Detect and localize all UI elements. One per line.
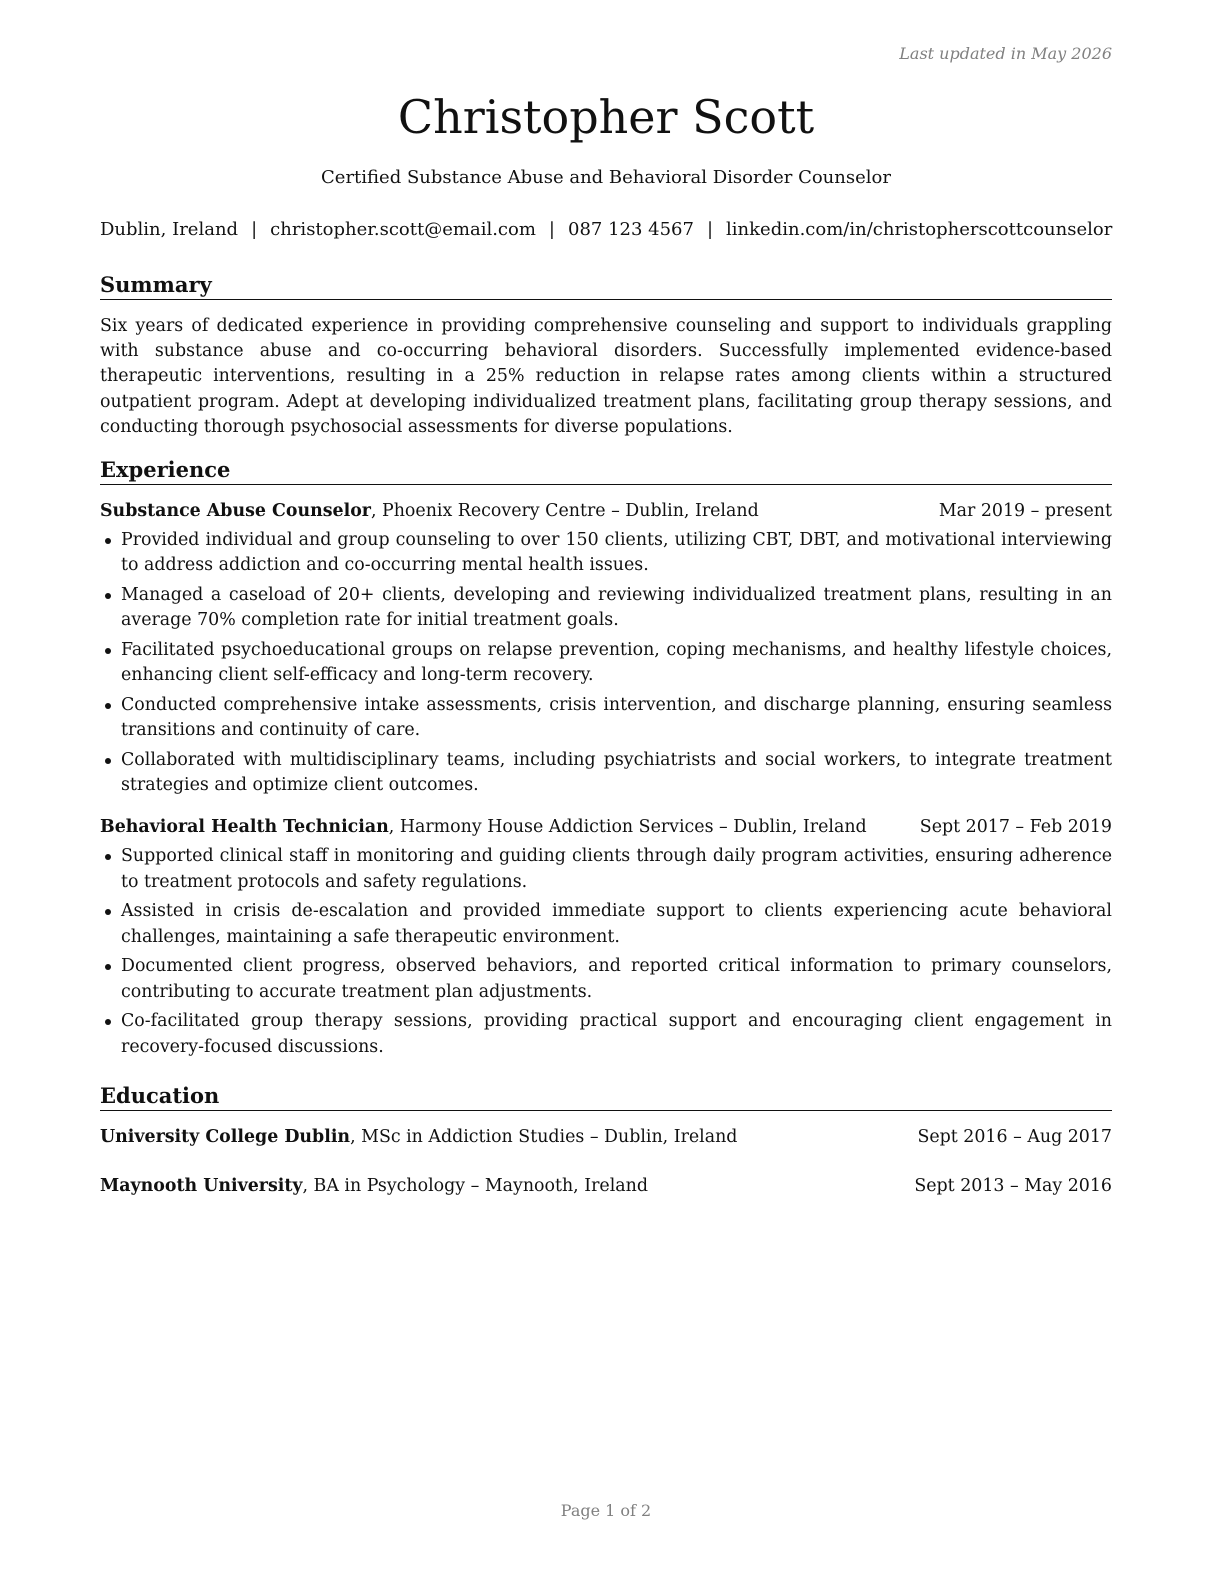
- job-title-line: [100, 815, 867, 840]
- contact-phone[interactable]: 087 123 4567: [568, 219, 694, 240]
- section-title-summary: Summary: [100, 272, 1112, 300]
- education-section: [100, 1083, 1112, 1199]
- job-bullet-list: [100, 844, 1112, 1059]
- section-title-experience: Experience: [100, 457, 1112, 485]
- job-header: [100, 499, 1112, 524]
- contact-linkedin[interactable]: linkedin.com/in/christopherscottcounselor: [726, 219, 1113, 240]
- education-entry: [100, 1174, 1112, 1199]
- job-bullet: Assisted in crisis de-escalation and provided immediate support to clients experiencing acute behavioral challenges, maintaining a safe therapeutic environment.: [100, 899, 1112, 949]
- job-dates: Sept 2017 – Feb 2019: [919, 817, 1112, 838]
- summary-section: [100, 272, 1112, 440]
- job-bullet: Documented client progress, observed behaviors, and reported critical information to primary counselors, contributing to accurate treatment plan adjustments.: [100, 954, 1112, 1004]
- contact-line: [100, 219, 1112, 240]
- job-bullet: Collaborated with multidisciplinary teams, including psychiatrists and social workers, to integrate treatment strategies and optimize client outcomes.: [100, 748, 1112, 798]
- contact-separator: |: [706, 219, 714, 240]
- job-entry: [100, 499, 1112, 798]
- job-bullet: Conducted comprehensive intake assessments, crisis intervention, and discharge planning, ensuring seamless transitions and continuity of care.: [100, 693, 1112, 743]
- candidate-name: Christopher Scott: [397, 90, 815, 144]
- job-bullet: Facilitated psychoeducational groups on relapse prevention, coping mechanisms, and healthy lifestyle choices, enhancing client self-efficacy and long-term recovery.: [100, 638, 1112, 688]
- summary-text: Six years of dedicated experience in providing comprehensive counseling and support to individuals grappling with substance abuse and co-occurring behavioral disorders. Successfully implemented evidence-based therapeutic interventions, resulting in a 25% reduction in relapse rates among clients within a structured outpatient program. Adept at developing individualized treatment plans, facilitating group therapy sessions, and conducting thorough psychosocial assessments for diverse populations.: [100, 316, 1112, 437]
- page-number: Page 1 of 2: [560, 1501, 652, 1520]
- contact-separator: |: [251, 219, 258, 240]
- job-organization: , Harmony House Addiction Services – Dublin, Ireland: [388, 817, 867, 838]
- experience-section: [100, 457, 1112, 1064]
- education-title-line: [100, 1174, 648, 1199]
- education-detail: , MSc in Addiction Studies – Dublin, Ireland: [350, 1127, 738, 1147]
- job-title-line: [100, 499, 759, 524]
- job-header: [100, 815, 1112, 840]
- education-entry: [100, 1125, 1112, 1150]
- education-dates: Sept 2013 – May 2016: [914, 1176, 1112, 1196]
- job-entry: [100, 815, 1112, 1059]
- contact-location: Dublin, Ireland: [100, 219, 239, 240]
- education-school: Maynooth University: [100, 1176, 303, 1196]
- contact-separator: |: [548, 219, 555, 240]
- job-bullet: Co-facilitated group therapy sessions, providing practical support and encouraging client engagement in recovery-focused discussions.: [100, 1009, 1112, 1059]
- job-role: Substance Abuse Counselor: [100, 501, 371, 521]
- job-bullet: Supported clinical staff in monitoring and guiding clients through daily program activities, ensuring adherence to treatment protocols and safety regulations.: [100, 844, 1112, 894]
- contact-email[interactable]: christopher.scott@email.com: [270, 219, 536, 240]
- job-bullet: Managed a caseload of 20+ clients, developing and reviewing individualized treatment plans, resulting in an average 70% completion rate for initial treatment goals.: [100, 583, 1112, 633]
- education-detail: , BA in Psychology – Maynooth, Ireland: [302, 1176, 648, 1196]
- job-bullet-list: [100, 528, 1112, 798]
- job-bullet: Provided individual and group counseling to over 150 clients, utilizing CBT, DBT, and motivational interviewing to address addiction and co-occurring mental health issues.: [100, 528, 1112, 578]
- last-updated-note: Last updated in May 2026: [899, 44, 1112, 63]
- job-organization: , Phoenix Recovery Centre – Dublin, Ireland: [370, 501, 759, 521]
- professional-headline: Certified Substance Abuse and Behavioral Disorder Counselor: [321, 167, 891, 188]
- education-title-line: [100, 1125, 737, 1150]
- education-dates: Sept 2016 – Aug 2017: [917, 1127, 1112, 1147]
- resume-page: [100, 0, 1112, 1584]
- education-school: University College Dublin: [100, 1127, 351, 1147]
- job-dates: Mar 2019 – present: [938, 501, 1112, 521]
- job-role: Behavioral Health Technician: [100, 817, 389, 838]
- section-title-education: Education: [100, 1083, 1112, 1111]
